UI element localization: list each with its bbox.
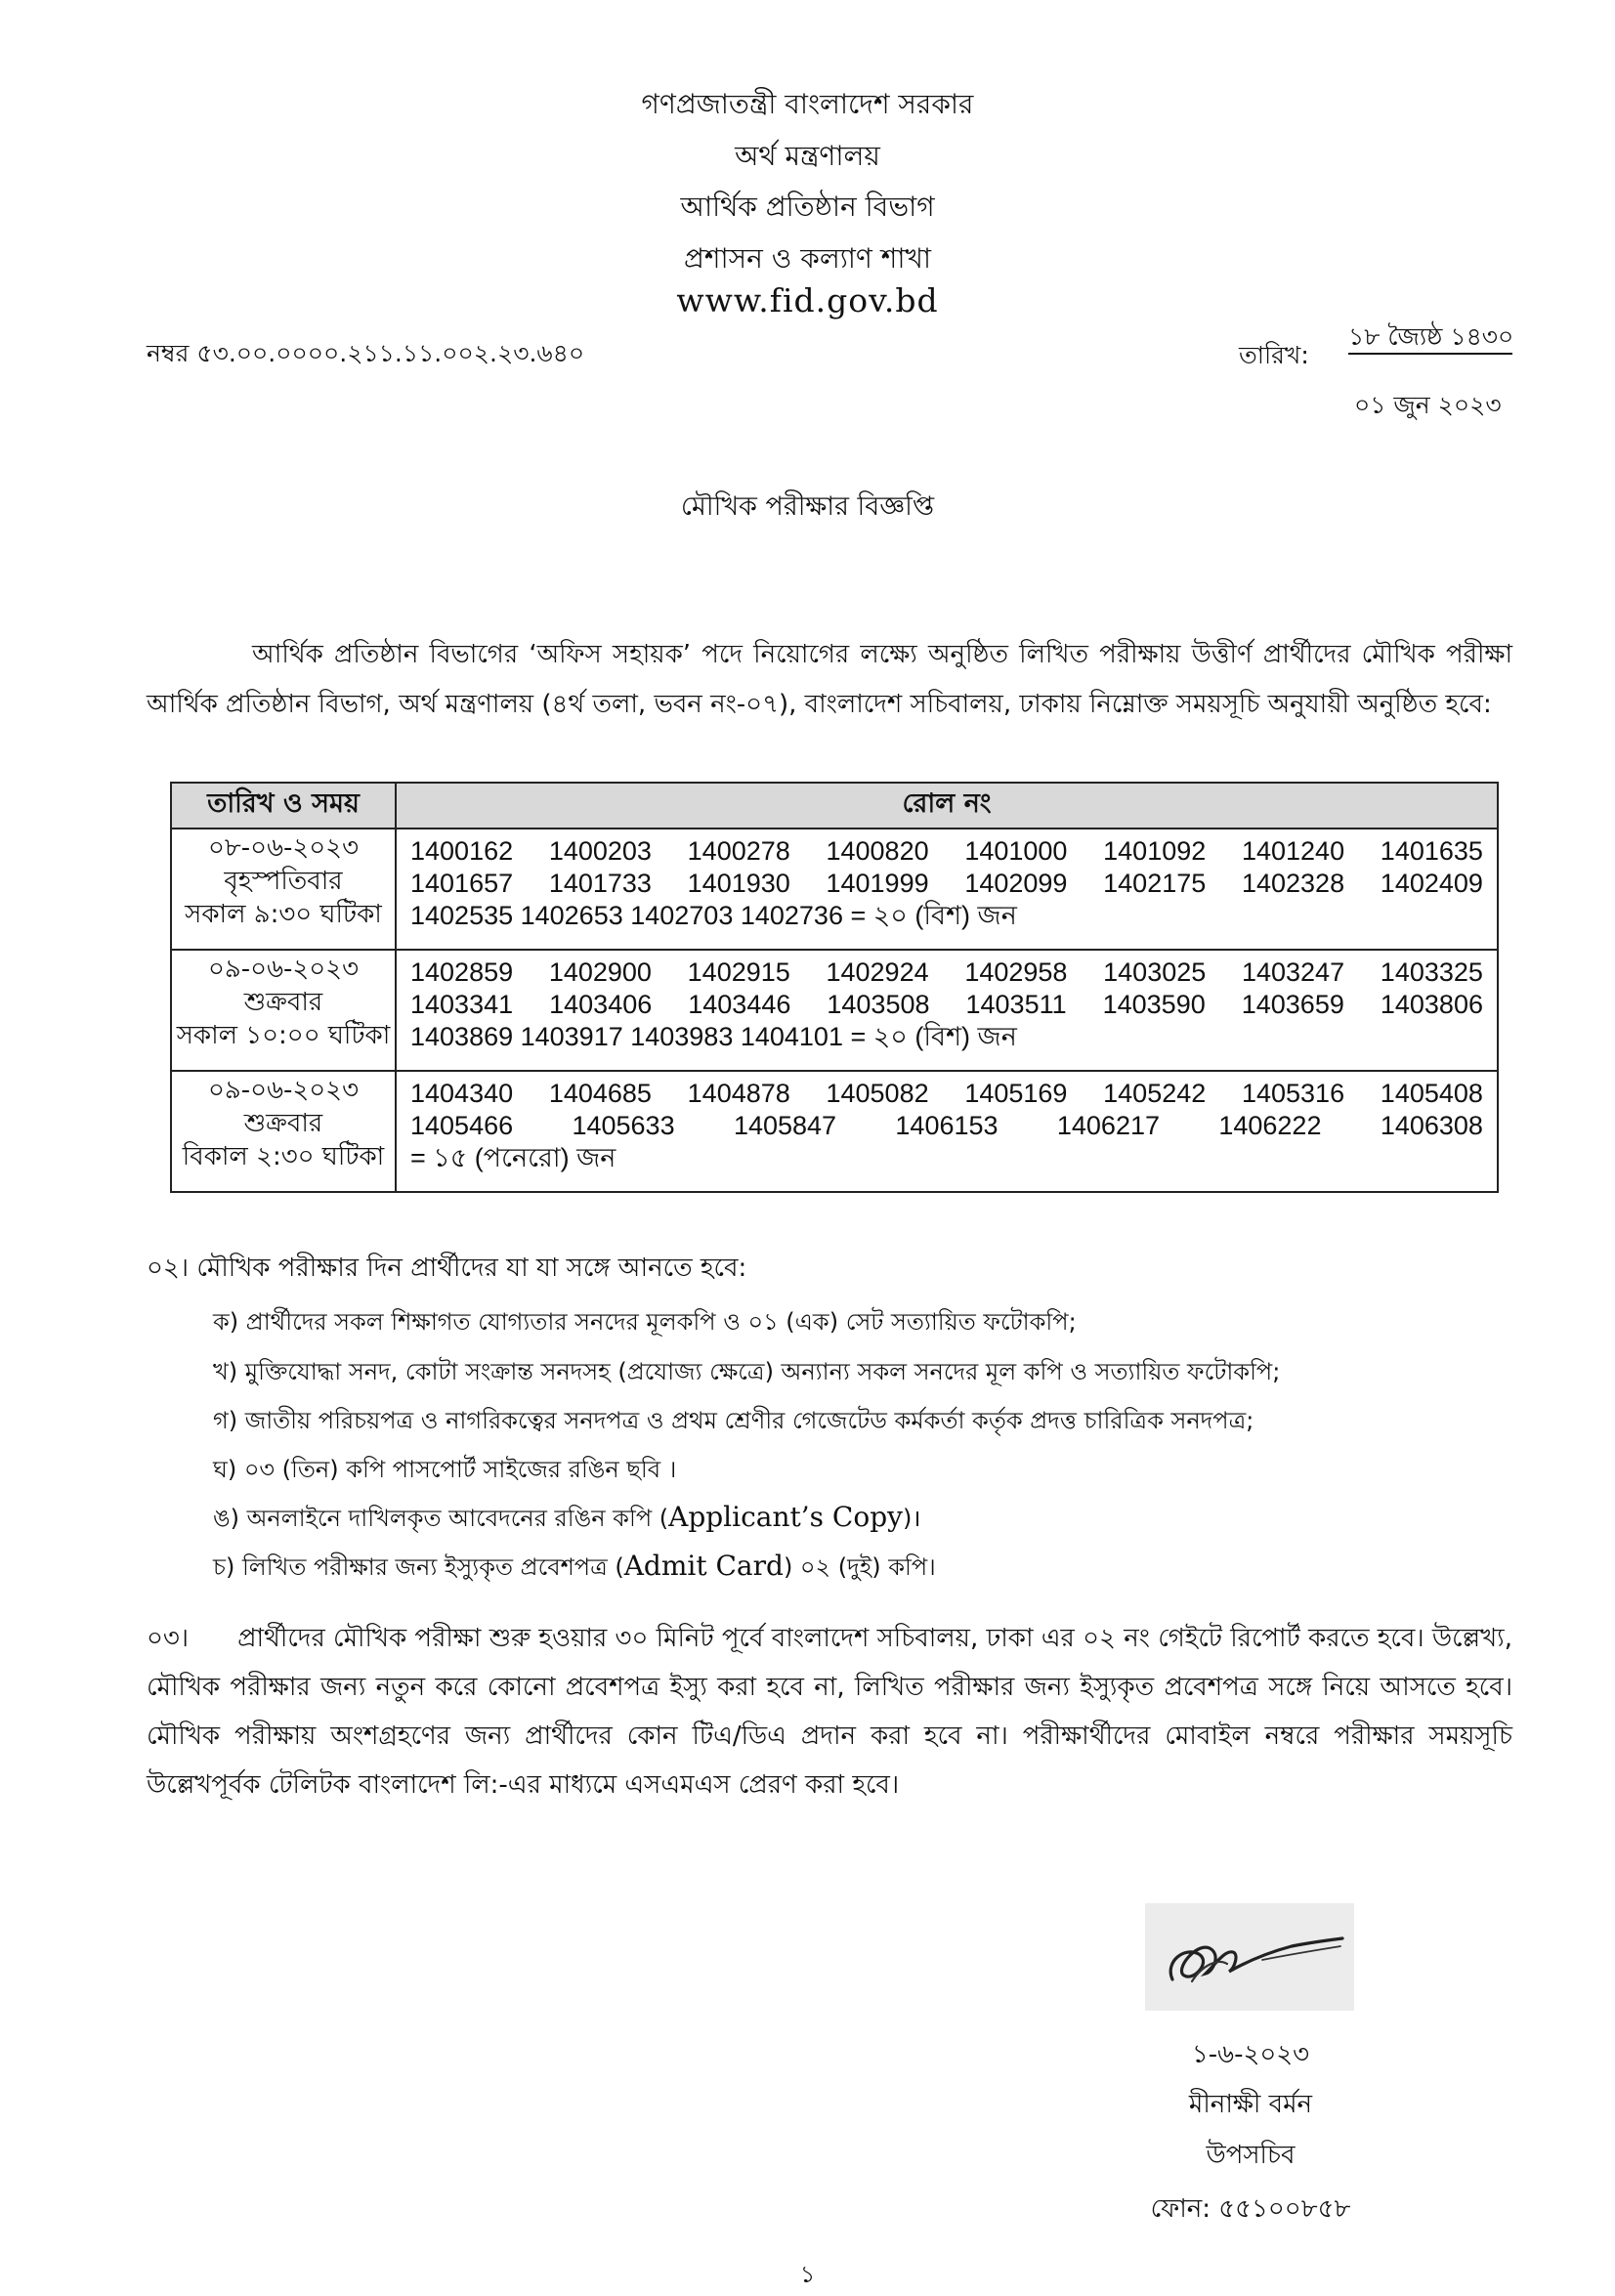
roll-number: 1405847 — [733, 1111, 837, 1140]
doc-item-text-end: ) ০২ (দুই) কপি। — [783, 1553, 936, 1581]
header-website-link[interactable]: www.fid.gov.bd — [676, 281, 939, 319]
header-roll-no: রোল নং — [396, 783, 1498, 829]
header-ministry: অর্থ মন্ত্রণালয় — [735, 140, 880, 172]
schedule-time: বিকাল ২:৩০ ঘটিকা — [182, 1142, 385, 1171]
roll-number: 1403590 — [1102, 990, 1206, 1019]
roll-number: 1400162 — [410, 836, 514, 866]
roll-number: 1402900 — [548, 957, 652, 987]
schedule-day: বৃহস্পতিবার — [224, 867, 343, 896]
date-label: তারিখ: — [1239, 341, 1309, 369]
section3-number: ০৩। — [147, 1624, 190, 1653]
section2-heading: ০২। মৌখিক পরীক্ষার দিন প্রার্থীদের যা যা সঙ্গে আনতে হবে: — [147, 1254, 747, 1283]
schedule-time: সকাল ১০:০০ ঘটিকা — [176, 1021, 391, 1050]
schedule-time: সকাল ৯:৩০ ঘটিকা — [185, 900, 382, 929]
roll-number: 1402915 — [687, 957, 790, 987]
roll-number: 1405242 — [1103, 1079, 1207, 1108]
header-date-time: তারিখ ও সময় — [171, 783, 396, 829]
roll-number: 1404340 — [410, 1079, 514, 1108]
doc-item-latin-text: Applicant’s Copy — [668, 1501, 903, 1533]
roll-number: 1400203 — [548, 836, 652, 866]
roll-number: 1400820 — [826, 836, 929, 866]
roll-line-total: 1402535 1402653 1402703 1402736 = ২০ (বিশ) জন — [410, 901, 1017, 930]
roll-number: 1400278 — [687, 836, 790, 866]
signatory-designation: উপসচিব — [1206, 2141, 1296, 2170]
table-row — [171, 1071, 1498, 1192]
section3-text: প্রার্থীদের মৌখিক পরীক্ষা শুরু হওয়ার ৩০ মিনিট পূর্বে বাংলাদেশ সচিবালয়, ঢাকা এর ০২ নং গেইটে রিপোর্ট করতে হবে। উল্লেখ্য, মৌখিক পরীক্ষার জন্য নতুন করে কোনো প্রবেশপত্র ইস্যু করা হবে না, লিখিত পরীক্ষার জন্য ইস্যুকৃত প্রবেশপত্র সঙ্গে নিয়ে আসতে হবে। মৌখিক পরীক্ষায় অংশগ্রহণের জন্য প্রার্থীদের কোন টিএ/ডিএ প্রদান করা হবে না। পরীক্ষার্থীদের মোবাইল নম্বরে পরীক্ষার সময়সূচি উল্লেখপূর্বক টেলিটক বাংলাদেশ লি:-এর মাধ্যমে এসএমএস প্রেরণ করা হবে। — [147, 1624, 1512, 1800]
doc-item-text: ঙ) অনলাইনে দাখিলকৃত আবেদনের রঙিন কপি ( — [213, 1505, 669, 1532]
required-doc-item — [213, 1550, 936, 1589]
signature-scribble-icon — [1145, 1903, 1354, 2011]
roll-numbers-cell — [396, 950, 1498, 1071]
roll-number: 1403341 — [410, 990, 514, 1019]
roll-number: 1406308 — [1380, 1111, 1483, 1140]
roll-number: 1401930 — [687, 869, 790, 898]
required-doc-item: ঘ) ০৩ (তিন) কপি পাসপোর্ট সাইজের রঙিন ছবি । — [213, 1456, 677, 1483]
doc-item-latin-text: Admit Card — [623, 1550, 784, 1582]
doc-item-text: চ) লিখিত পরীক্ষার জন্য ইস্যুকৃত প্রবেশপত্র ( — [213, 1553, 624, 1581]
required-doc-item: ক) প্রার্থীদের সকল শিক্ষাগত যোগ্যতার সনদের মূলকপি ও ০১ (এক) সেট সত্যায়িত ফটোকপি; — [213, 1308, 1077, 1336]
signatory-name: মীনাক্ষী বর্মন — [1188, 2090, 1313, 2119]
header-govt: গণপ্রজাতন্ত্রী বাংলাদেশ সরকার — [641, 88, 974, 120]
table-row — [171, 829, 1498, 950]
roll-number: 1403025 — [1103, 957, 1207, 987]
roll-number: 1401733 — [548, 869, 652, 898]
schedule-datetime-cell — [171, 1071, 396, 1192]
schedule-date: ০৯-০৬-২০২৩ — [208, 1076, 359, 1105]
required-doc-item — [213, 1501, 920, 1540]
roll-line-total: 1403869 1403917 1403983 1404101 = ২০ (বিশ) জন — [410, 1022, 1017, 1051]
memo-number: নম্বর ৫৩.০০.০০০০.২১১.১১.০০২.২৩.৬৪০ — [147, 339, 585, 367]
roll-line — [410, 1078, 1483, 1110]
schedule-day: শুক্রবার — [243, 1109, 323, 1138]
table-header-row — [171, 783, 1498, 829]
roll-number: 1406217 — [1056, 1111, 1160, 1140]
doc-item-text-end: )। — [902, 1505, 921, 1532]
signature-date: ১-৬-২০২৩ — [1191, 2040, 1310, 2069]
roll-number: 1403806 — [1380, 990, 1483, 1019]
roll-number: 1405082 — [826, 1079, 929, 1108]
schedule-table — [170, 782, 1499, 1193]
date-english: ০১ জুন ২০২৩ — [1354, 391, 1502, 419]
roll-number: 1401635 — [1380, 836, 1483, 866]
schedule-datetime-cell — [171, 950, 396, 1071]
date-divider — [1348, 353, 1512, 355]
roll-number: 1403659 — [1241, 990, 1344, 1019]
intro-paragraph — [147, 630, 1512, 730]
schedule-date: ০৯-০৬-২০২৩ — [208, 955, 359, 984]
page-number: ১ — [799, 2261, 816, 2288]
roll-number: 1403406 — [549, 990, 653, 1019]
roll-line-total: = ১৫ (পনেরো) জন — [410, 1143, 616, 1172]
roll-number: 1406153 — [895, 1111, 999, 1140]
table-row — [171, 950, 1498, 1071]
required-doc-item: গ) জাতীয় পরিচয়পত্র ও নাগরিকত্বের সনদপত্র ও প্রথম শ্রেণীর গেজেটেড কর্মকর্তা কর্তৃক প্রদত্ত চারিত্রিক সনদপত্র; — [213, 1407, 1254, 1434]
roll-numbers-cell — [396, 829, 1498, 950]
roll-line — [410, 868, 1483, 900]
roll-number: 1402859 — [410, 957, 514, 987]
roll-line — [410, 989, 1483, 1021]
roll-number: 1402409 — [1380, 869, 1483, 898]
schedule-day: শুক্রবার — [243, 988, 323, 1017]
roll-number: 1403446 — [688, 990, 791, 1019]
roll-number: 1405316 — [1241, 1079, 1345, 1108]
section3-paragraph — [147, 1614, 1512, 1809]
roll-number: 1405169 — [964, 1079, 1068, 1108]
roll-number: 1403247 — [1241, 957, 1345, 987]
date-bangla: ১৮ জ্যৈষ্ঠ ১৪৩০ — [1348, 322, 1514, 351]
roll-number: 1402958 — [964, 957, 1068, 987]
roll-numbers-cell — [396, 1071, 1498, 1192]
roll-number: 1403511 — [965, 990, 1067, 1019]
roll-number: 1401999 — [826, 869, 929, 898]
required-doc-item: খ) মুক্তিযোদ্ধা সনদ, কোটা সংক্রান্ত সনদসহ (প্রযোজ্য ক্ষেত্রে) অন্যান্য সকল সনদের মূল কপি ও সত্যায়িত ফটোকপি; — [213, 1358, 1281, 1385]
schedule-datetime-cell — [171, 829, 396, 950]
roll-number: 1404878 — [687, 1079, 790, 1108]
roll-number: 1402175 — [1103, 869, 1207, 898]
schedule-date: ০৮-০৬-২০২৩ — [208, 833, 359, 863]
roll-line — [410, 835, 1483, 868]
signatory-phone: ফোন: ৫৫১০০৮৫৮ — [1150, 2194, 1351, 2224]
roll-number: 1405408 — [1380, 1079, 1483, 1108]
roll-number: 1405466 — [410, 1111, 514, 1140]
roll-number: 1406222 — [1218, 1111, 1322, 1140]
roll-number: 1401240 — [1241, 836, 1345, 866]
roll-number: 1401092 — [1103, 836, 1207, 866]
roll-number: 1401000 — [964, 836, 1068, 866]
signature-image — [1145, 1903, 1354, 2011]
header-division: আর্থিক প্রতিষ্ঠান বিভাগ — [680, 191, 935, 223]
roll-number: 1403508 — [827, 990, 930, 1019]
intro-text: আর্থিক প্রতিষ্ঠান বিভাগের ‘অফিস সহায়ক’ পদে নিয়োগের লক্ষ্যে অনুষ্ঠিত লিখিত পরীক্ষায় উত্তীর্ণ প্রার্থীদের মৌখিক পরীক্ষা আর্থিক প্রতিষ্ঠান বিভাগ, অর্থ মন্ত্রণালয় (৪র্থ তলা, ভবন নং-০৭), বাংলাদেশ সচিবালয়, ঢাকায় নিম্নোক্ত সময়সূচি অনুযায়ী অনুষ্ঠিত হবে: — [147, 640, 1512, 719]
roll-number: 1405633 — [572, 1111, 675, 1140]
roll-number: 1404685 — [548, 1079, 652, 1108]
roll-number: 1403325 — [1380, 957, 1483, 987]
roll-line — [410, 1110, 1483, 1142]
roll-line — [410, 957, 1483, 989]
header-branch: প্রশাসন ও কল্যাণ শাখা — [684, 242, 931, 275]
roll-number: 1402328 — [1241, 869, 1345, 898]
roll-number: 1401657 — [410, 869, 514, 898]
roll-number: 1402924 — [826, 957, 929, 987]
notice-title: মৌখিক পরীক্ষার বিজ্ঞপ্তি — [680, 491, 935, 522]
roll-number: 1402099 — [964, 869, 1068, 898]
